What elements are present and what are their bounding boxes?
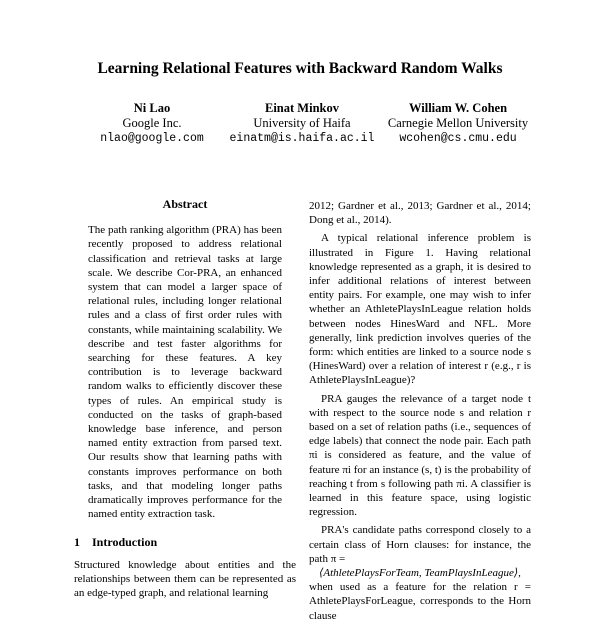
body-paragraph: A typical relational inference problem is illustrated in Figure 1. Having relational knowledge represented as a graph, it is desired to infer additional relations of interest between entity pairs. For example, one may wish to infer whether an AthletePlaysInLeague relation holds between nodes HinesWard and NFL. More generally, link prediction involves queries of the form: which entities are linked to a source node s (HinesWard) over a relation of interest r (e.g., r is AthletePlaysInLeague)?	[309, 232, 531, 387]
author-affiliation: Carnegie Mellon University	[387, 116, 529, 130]
body-paragraph: PRA's candidate paths correspond closely to a certain class of Horn clauses: for instance, the path π =	[309, 524, 531, 565]
author-affiliation: University of Haifa	[253, 116, 351, 130]
body-paragraph: PRA gauges the relevance of a target node t with respect to the source node s and relation r based on a set of relation paths (i.e., sequences of edge labels) that connect the node pair. Each path πi is considered as feature, and the value of feature πi for an instance (s, t) is the probability of reaching t from s following path πi. A classifier is learned in this feature space, using logistic regression.	[309, 392, 531, 519]
author-email: einatm@is.haifa.ac.il	[229, 132, 375, 145]
author-affiliation: Google Inc.	[122, 116, 182, 130]
body-paragraph: 2012; Gardner et al., 2013; Gardner et al., 2014; Dong et al., 2014).	[309, 200, 531, 227]
paper-title: Learning Relational Features with Backward Random Walks	[97, 60, 503, 77]
author-2	[212, 101, 392, 146]
left-column	[74, 197, 296, 604]
body-paragraph: when used as a feature for the relation r = AthletePlaysForLeague, corresponds to the Horn clause	[309, 581, 531, 622]
author-email: wcohen@cs.cmu.edu	[399, 132, 517, 145]
section-heading	[74, 535, 296, 549]
author-name: William W. Cohen	[408, 101, 508, 115]
abstract-heading: Abstract	[162, 197, 208, 211]
intro-paragraph: Structured knowledge about entities and the relationships between them can be represented as an edge-typed graph, and relational learning	[74, 558, 296, 600]
author-email: nlao@google.com	[100, 132, 204, 145]
section-number: 1	[74, 535, 80, 550]
math-expression: ⟨AthletePlaysForTeam, TeamPlaysInLeague⟩,	[319, 567, 521, 580]
author-3	[368, 101, 548, 146]
author-name: Ni Lao	[133, 101, 171, 115]
right-column	[309, 199, 531, 627]
author-name: Einat Minkov	[265, 101, 339, 115]
abstract-text: The path ranking algorithm (PRA) has been recently proposed to address relational classification and retrieval tasks at large scale. We describe Cor-PRA, an enhanced system that can model a larger space of relational rules, including longer relational rules and a class of first order rules with constants, while maintaining scalability. We describe and test faster algorithms for searching for these features. A key contribution is to leverage backward random walks to efficiently discover these types of rules. An empirical study is conducted on the tasks of graph-based knowledge base inference, and person named entity extraction from parsed text. Our results show that learning paths with constants improves performance on both tasks, and that modeling longer paths dramatically improves performance for the named entity extraction task.	[88, 224, 282, 521]
section-title: Introduction	[92, 535, 158, 550]
